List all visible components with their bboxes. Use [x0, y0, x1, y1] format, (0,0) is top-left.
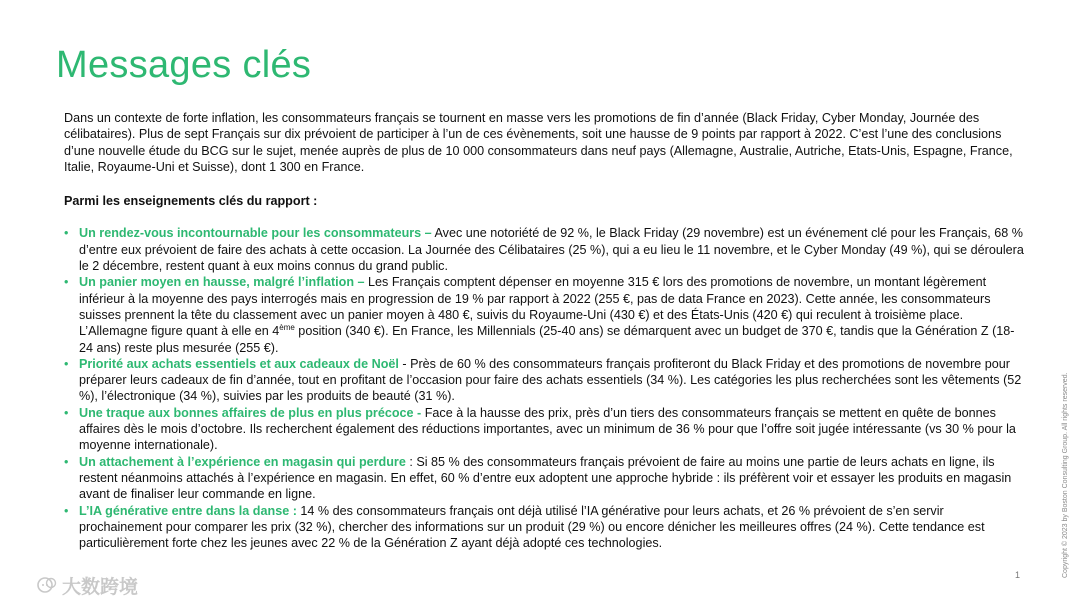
bullet-icon: • — [64, 356, 69, 371]
bullet-icon: • — [64, 405, 69, 420]
bullet-text: Les Français comptent dépenser en moyenne 315 € lors des promotions de novembre, un montant légèrement inférieur à la moyenne des pays interrogés mais en progression de 19 % par rapport à 2022 (255 €, pas de data France en 2023). Cette année, les consommateurs suisses prennent la tête du classement avec un panier moyen à 480 €, suivis du Royaume-Uni (430 €) et des États-Unis (420 €) qui reculent à troisième place. L’Allemagne figure quant à elle en 4 — [79, 275, 991, 339]
bullet-icon: • — [64, 503, 69, 518]
list-item — [64, 503, 1024, 552]
bullet-icon: • — [64, 454, 69, 469]
list-item — [64, 356, 1024, 405]
bullet-lead: L’IA générative entre dans la danse : — [79, 503, 297, 518]
list-item — [64, 405, 1024, 454]
page-title: Messages clés — [56, 44, 312, 86]
list-item — [64, 454, 1024, 503]
watermark — [36, 572, 138, 599]
bullet-text: - Près de 60 % des consommateurs français profiteront du Black Friday et des promotions de novembre pour préparer leurs cadeaux de fin d’année, tout en profitant de l’occasion pour faire des achats essentiels (34 %). Les catégories les plus recherchées sont les vêtements (52 %), l’électronique (34 %), suivies par les produits de beauté (31 %). — [79, 356, 1022, 404]
bullet-icon: • — [64, 226, 69, 241]
list-item — [64, 274, 1024, 355]
ordinal-superscript: ème — [279, 323, 295, 333]
bullet-lead: Priorité aux achats essentiels et aux cadeaux de Noël — [79, 356, 399, 371]
bullet-text: 14 % des consommateurs français ont déjà utilisé l’IA générative pour leurs achats, et 26 % prévoient de s’en servir prochainement pour comparer les prix (32 %), chercher des informations sur un produit (29 %) ou encore dénicher les meilleures offres (24 %). Cette tendance est particulièrement forte chez les jeunes avec 22 % de la Génération Z ayant déjà adopté ces technologies. — [79, 503, 985, 551]
bullet-text-continued: position (340 €). En France, les Millennials (25-40 ans) se démarquent avec un budget de 370 €, tandis que la Génération Z (18-24 ans) reste plus mesurée (255 €). — [79, 324, 1015, 355]
intro-paragraph: Dans un contexte de forte inflation, les consommateurs français se tournent en masse vers les promotions de fin d’année (Black Friday, Cyber Monday, Journée des célibataires). Plus de sept Français sur dix prévoient de participer à l’un de ces évènements, soit une hausse de 9 points par rapport à 2022. C’est l’une des conclusions d’une nouvelle étude du BCG sur le sujet, menée auprès de plus de 10 000 consommateurs dans neuf pays (Allemagne, Australie, Autriche, Etats-Unis, Espagne, France, Italie, Royaume-Uni et Suisse), dont 1 300 en France. — [64, 111, 1013, 174]
list-item — [64, 225, 1024, 274]
bullet-lead: Un attachement à l’expérience en magasin qui perdure — [79, 454, 406, 469]
key-findings-list — [64, 225, 1024, 551]
bullet-text: : Si 85 % des consommateurs français prévoient de faire au moins une partie de leurs achats en ligne, ils restent néanmoins attachés à l’expérience en magasin. En effet, 60 % d’entre eux adoptent une approche hybride : ils préfèrent voir et essayer les produits en magasin avant de finaliser leur commande en ligne. — [79, 454, 1012, 502]
bullet-text: Face à la hausse des prix, près d’un tiers des consommateurs français se mettent en quête de bonnes affaires dès le mois d’octobre. Ils recherchent également des réductions importantes, avec un minimum de 36 % pour que l’offre soit jugée intéressante (vs 30 % pour la moyenne internationale). — [79, 405, 1016, 453]
page-number: 1 — [1015, 570, 1021, 580]
content-body — [64, 110, 1024, 551]
watermark-text: 大数跨境 — [62, 577, 139, 598]
bullet-lead: Une traque aux bonnes affaires de plus en plus précoce - — [79, 405, 422, 420]
bullet-icon: • — [64, 275, 69, 290]
copyright-notice: Copyright © 2023 by Boston Consulting Group. All rights reserved. — [1062, 372, 1069, 578]
subheading: Parmi les enseignements clés du rapport : — [64, 194, 318, 209]
bullet-text: Avec une notoriété de 92 %, le Black Friday (29 novembre) est un événement clé pour les Français, 68 % d’entre eux prévoient de faire des achats à cette occasion. La Journée des Célibataires (25 %), qui a eu lieu le 11 novembre, et le Cyber Monday (49 %), qui se déroulera le 2 décembre, restent quant à eux moins connus du grand public. — [79, 226, 1024, 274]
bullet-lead: Un panier moyen en hausse, malgré l’inflation – — [79, 275, 365, 290]
bullet-lead: Un rendez-vous incontournable pour les consommateurs – — [79, 226, 432, 241]
wechat-logo-icon — [36, 575, 58, 597]
